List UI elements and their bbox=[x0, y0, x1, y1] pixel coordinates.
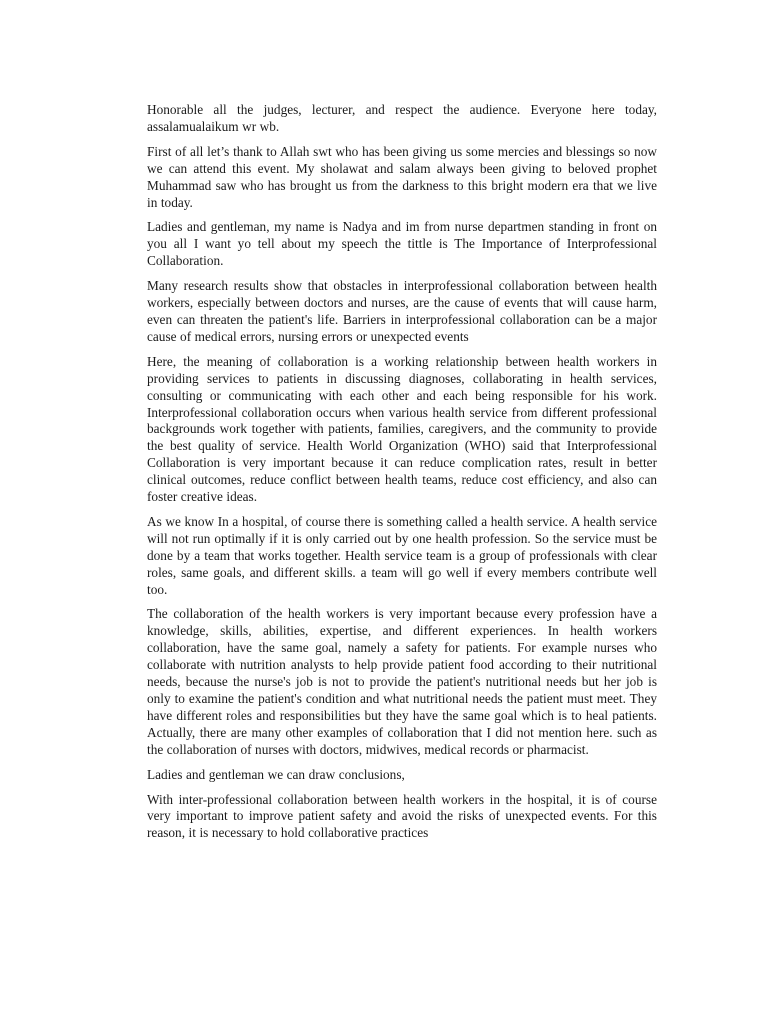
paragraph-research: Many research results show that obstacles in interprofessional collaboration between health workers, especially between doctors and nurses, are the cause of events that will cause harm, even can threaten the patient's life. Barriers in interprofessional collaboration can be a major cause of medical errors, nursing errors or unexpected events bbox=[147, 278, 657, 344]
paragraph-greeting: Honorable all the judges, lecturer, and respect the audience. Everyone here today, assalamualaikum wr wb. bbox=[147, 102, 657, 134]
paragraph-introduction: Ladies and gentleman, my name is Nadya and im from nurse departmen standing in front on you all I want yo tell about my speech the tittle is The Importance of Interprofessional Collaboration. bbox=[147, 219, 657, 269]
paragraph-health-service: As we know In a hospital, of course there is something called a health service. A health service will not run optimally if it is only carried out by one health profession. So the service must be done by a team that works together. Health service team is a group of professionals with clear roles, same goals, and different skills. a team will go well if every members contribute well too. bbox=[147, 513, 657, 597]
paragraph-conclusion: With inter-professional collaboration between health workers in the hospital, it is of course very important to improve patient safety and avoid the risks of unexpected events. For this reason, it is necessary to hold collaborative practices bbox=[147, 791, 657, 841]
paragraph-thanks: First of all let’s thank to Allah swt who has been giving us some mercies and blessings so now we can attend this event. My sholawat and salam always been giving to beloved prophet Muhammad saw who has brought us from the darkness to this bright modern era that we live in today. bbox=[147, 143, 657, 210]
paragraph-definition: Here, the meaning of collaboration is a working relationship between health workers in providing services to patients in discussing diagnoses, collaborating in health services, consulting or communicating with each other and each being responsible for his work. Interprofessional collaboration occurs when various health service from different professional backgrounds work together with patients, families, caregivers, and the community to provide the best quality of service. Health World Organization (WHO) said that Interprofessional Collaboration is very important because it can reduce complication rates, result in better clinical outcomes, reduce conflict between health teams, reduce cost efficiency, and also can foster creative ideas. bbox=[147, 353, 657, 505]
document-page bbox=[147, 102, 657, 850]
paragraph-conclusion-intro: Ladies and gentleman we can draw conclusions, bbox=[147, 766, 405, 782]
paragraph-collaboration-importance: The collaboration of the health workers is very important because every profession have a knowledge, skills, abilities, expertise, and different experiences. In health workers collaboration, have the same goal, namely a safety for patients. For example nurses who collaborate with nutrition analysts to help provide patient food according to their nutritional needs, because the nurse's job is not to provide the patient's nutritional needs but her job is only to examine the patient's condition and what nutritional needs the patient must meet. They have different roles and responsibilities but they have the same goal which is to heal patients. Actually, there are many other examples of collaboration that I did not mention here. such as the collaboration of nurses with doctors, midwives, medical records or pharmacist. bbox=[147, 606, 657, 757]
